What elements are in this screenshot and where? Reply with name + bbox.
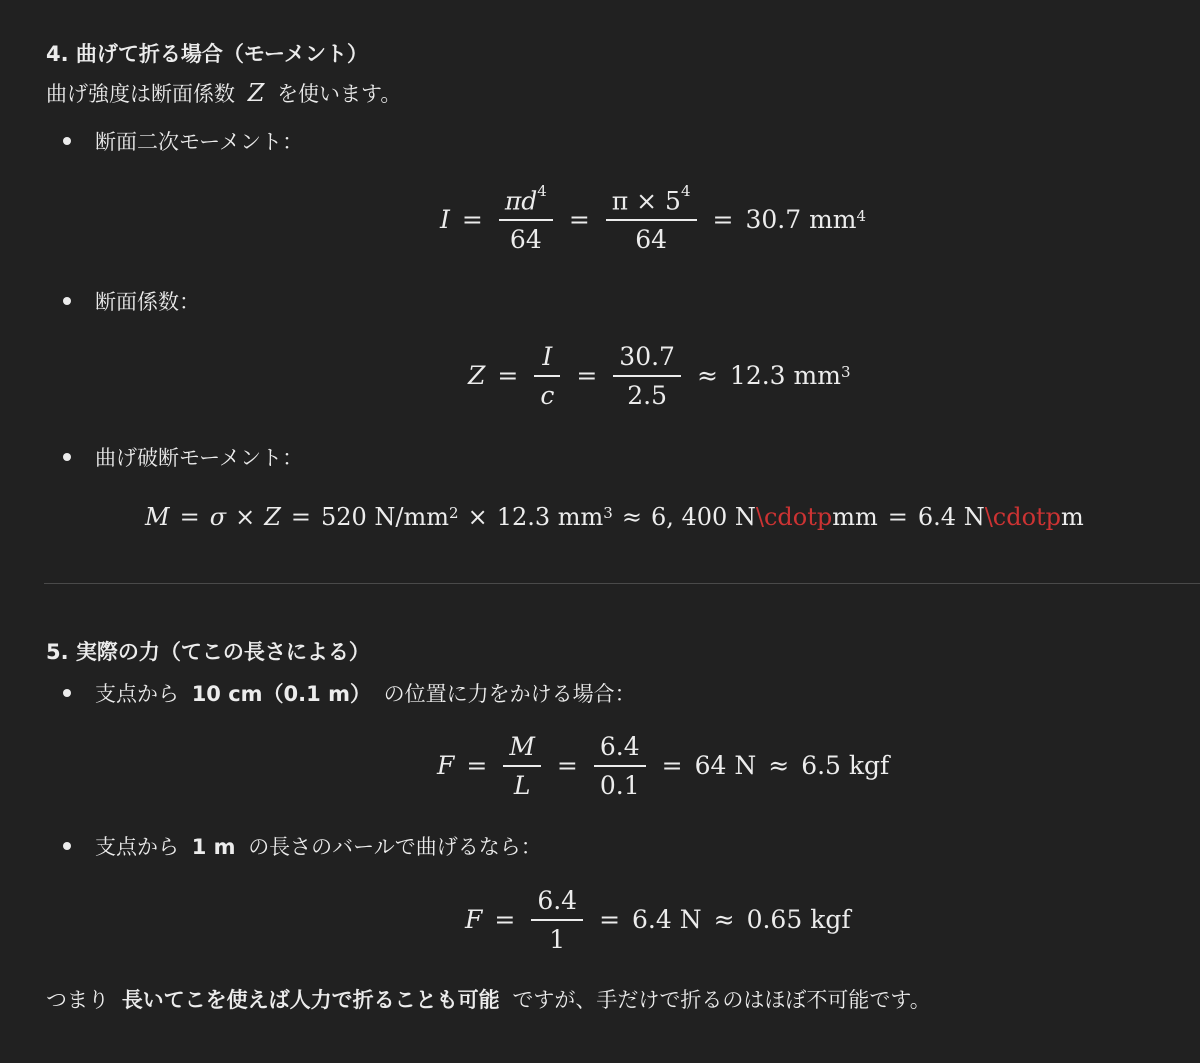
- eq4-fraction-2: [594, 732, 646, 800]
- section-4-heading: 4. 曲げて折る場合（モーメント）: [46, 42, 369, 66]
- eq2-f1-numerator: I: [542, 342, 553, 371]
- eq3-moment-value-m: 6.4 N: [917, 503, 985, 531]
- eq1-fraction-2: [606, 182, 697, 254]
- bullet-text: 支点から: [95, 835, 179, 859]
- eq2-result: 12.3 mm: [729, 361, 841, 391]
- times-sign: ×: [235, 503, 256, 531]
- eq1-result-exponent: 4: [856, 206, 867, 225]
- eq3-modulus-exponent: 3: [603, 504, 613, 522]
- equals-sign: =: [887, 503, 908, 531]
- equals-sign: =: [497, 361, 519, 391]
- conclusion-paragraph: [46, 984, 931, 1014]
- eq2-f2-denominator: 2.5: [627, 380, 668, 410]
- eq3-sigma: σ: [209, 503, 227, 531]
- equation-moment-of-inertia: [440, 182, 867, 254]
- approx-sign: ≈: [696, 361, 718, 391]
- equals-sign: =: [599, 905, 621, 935]
- equation-force-long-lever: [465, 886, 851, 954]
- eq4-f2-denominator: 0.1: [599, 770, 640, 800]
- equals-sign: =: [494, 905, 516, 935]
- bullet-bold-distance: 1 m: [191, 835, 236, 859]
- eq1-f1-exponent: 4: [537, 182, 547, 200]
- equals-sign: =: [466, 751, 488, 781]
- eq2-fraction-1: [534, 342, 560, 410]
- eq1-fraction-1: [499, 182, 553, 254]
- eq1-f1-numerator: πd: [504, 186, 538, 216]
- bullet-breaking-moment: 曲げ破断モーメント：: [95, 446, 304, 470]
- eq3-modulus: 12.3 mm: [496, 503, 604, 531]
- bullet-dot: [63, 137, 71, 145]
- eq4-result-n: 64 N: [694, 751, 757, 781]
- bullet-text: の位置に力をかける場合：: [383, 682, 636, 706]
- eq3-unit-m: m: [1061, 503, 1084, 531]
- bullet-text: 支点から: [95, 682, 179, 706]
- bullet-dot: [63, 453, 71, 461]
- latex-error-cdotp: \cdotp: [984, 503, 1062, 531]
- bullet-bold-distance: 10 cm（0.1 m）: [191, 682, 371, 706]
- intro-text-after: を使います。: [277, 82, 402, 106]
- equation-section-modulus: [468, 342, 851, 410]
- eq5-denominator: 1: [549, 924, 566, 954]
- equals-sign: =: [179, 503, 200, 531]
- eq4-lhs: F: [437, 751, 455, 781]
- intro-text-before: 曲げ強度は断面係数: [46, 82, 235, 106]
- bullet-dot: [63, 689, 71, 697]
- eq1-lhs: I: [440, 205, 450, 235]
- equation-force-short-lever: [437, 732, 889, 800]
- eq4-f1-denominator: L: [513, 770, 531, 800]
- bullet-moment-of-inertia: 断面二次モーメント：: [95, 130, 304, 154]
- eq3-moment-value: 6, 400 N: [650, 503, 756, 531]
- eq2-lhs: Z: [468, 361, 486, 391]
- eq4-fraction-1: [503, 732, 541, 800]
- intro-variable: Z: [247, 79, 265, 107]
- eq3-strength-exponent: 2: [449, 504, 459, 522]
- equals-sign: =: [556, 751, 578, 781]
- eq1-f1-denominator: 64: [509, 224, 542, 254]
- eq5-lhs: F: [465, 905, 483, 935]
- conclusion-text: つまり: [46, 988, 109, 1012]
- section-divider: [44, 583, 1200, 584]
- times-sign: ×: [467, 503, 488, 531]
- conclusion-bold-text: 長いてこを使えば人力で折ることも可能: [121, 988, 500, 1012]
- eq4-f1-numerator: M: [509, 732, 535, 761]
- eq5-numerator: 6.4: [537, 886, 578, 915]
- eq1-f2-denominator: 64: [635, 224, 668, 254]
- eq1-result: 30.7 mm: [745, 205, 857, 235]
- section-5-heading: 5. 実際の力（てこの長さによる）: [46, 640, 370, 664]
- eq2-f1-denominator: c: [540, 380, 555, 410]
- equals-sign: =: [712, 205, 734, 235]
- eq1-f2-numerator: π × 5: [611, 186, 681, 216]
- eq3-moment: M: [145, 503, 170, 531]
- eq5-result-n: 6.4 N: [632, 905, 702, 935]
- conclusion-text: ですが、手だけで折るのはほぼ不可能です。: [512, 988, 931, 1012]
- approx-sign: ≈: [713, 905, 735, 935]
- eq3-z: Z: [264, 503, 281, 531]
- eq3-unit-mm: mm: [832, 503, 878, 531]
- approx-sign: ≈: [768, 751, 790, 781]
- equals-sign: =: [290, 503, 311, 531]
- bullet-lever-10cm: [95, 678, 636, 708]
- bullet-dot: [63, 842, 71, 850]
- section-4-intro: [46, 78, 401, 108]
- bullet-lever-1m: [95, 831, 542, 861]
- eq2-fraction-2: [613, 342, 681, 410]
- bullet-text: の長さのバールで曲げるなら：: [248, 835, 542, 859]
- bullet-dot: [63, 297, 71, 305]
- equals-sign: =: [568, 205, 590, 235]
- eq2-result-exponent: 3: [840, 362, 851, 381]
- approx-sign: ≈: [621, 503, 642, 531]
- eq1-f2-exponent: 4: [680, 182, 691, 200]
- eq5-fraction: [531, 886, 583, 954]
- bullet-section-modulus: 断面係数：: [95, 290, 200, 314]
- eq3-strength: 520 N/mm: [320, 503, 450, 531]
- eq2-f2-numerator: 30.7: [619, 342, 675, 371]
- eq5-result-kgf: 0.65 kgf: [746, 905, 851, 935]
- eq4-result-kgf: 6.5 kgf: [801, 751, 890, 781]
- equation-breaking-moment: [145, 503, 1084, 531]
- eq4-f2-numerator: 6.4: [599, 732, 640, 761]
- equals-sign: =: [461, 205, 483, 235]
- equals-sign: =: [576, 361, 598, 391]
- latex-error-cdotp: \cdotp: [755, 503, 833, 531]
- equals-sign: =: [661, 751, 683, 781]
